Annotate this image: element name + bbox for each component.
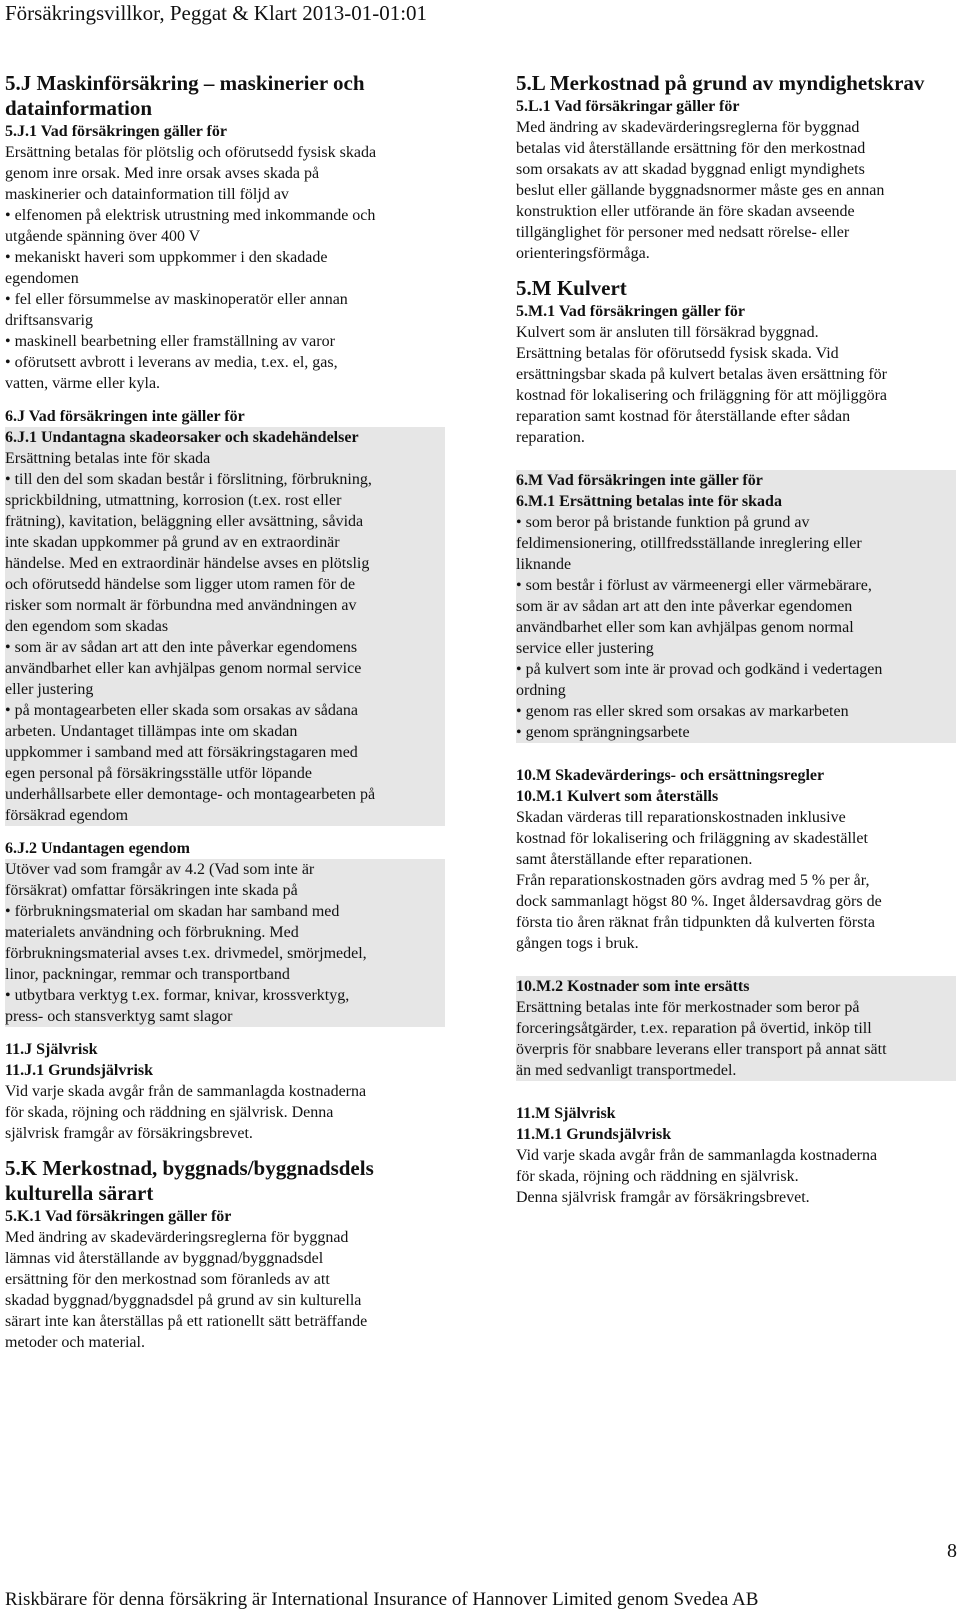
text-line: Ersättning betalas inte för skada: [5, 450, 211, 467]
text-line: • som består i förlust av värmeenergi eller värmebärare,: [516, 577, 872, 594]
text-line: • som beror på bristande funktion på grund av: [516, 514, 810, 531]
section-5l1-title: 5.L.1 Vad försäkringar gäller för: [516, 98, 740, 115]
text-line: forceringsåtgärder, t.ex. reparation på övertid, inköp till: [516, 1020, 872, 1037]
text-line: genom inre orsak. Med inre orsak avses skada på: [5, 165, 320, 182]
text-line: egen personal på försäkringsställe utför löpande: [5, 765, 313, 782]
text-line: Skadan värderas till reparationskostnaden inklusive: [516, 809, 846, 826]
text-line: Utöver vad som framgår av 4.2 (Vad som inte är: [5, 861, 315, 878]
text-line: gången togs i bruk.: [516, 935, 639, 952]
text-line: särart inte kan återställas på ett rationellt sätt beträffande: [5, 1313, 368, 1330]
text-line: vatten, värme eller kyla.: [5, 375, 161, 392]
section-11j-title: 11.J Självrisk: [5, 1041, 98, 1058]
page-number: 8: [947, 1540, 957, 1562]
text-line: kostnad för lokalisering och friläggning av skadestället: [516, 830, 868, 847]
section-10m1-title: 10.M.1 Kulvert som återställs: [516, 788, 719, 805]
section-5m1-title: 5.M.1 Vad försäkringen gäller för: [516, 303, 746, 320]
section-10m2-title: 10.M.2 Kostnader som inte ersätts: [516, 976, 956, 997]
text-line: utgående spänning över 400 V: [5, 228, 201, 245]
running-header: Försäkringsvillkor, Peggat & Klart 2013-01-01:01: [5, 1, 428, 25]
text-line: konstruktion eller utförande än före skadan avseende: [516, 203, 855, 220]
text-line: driftsansvarig: [5, 312, 93, 329]
section-6m1-body: [516, 512, 956, 743]
text-line: • förbrukningsmaterial om skadan har samband med: [5, 903, 340, 920]
section-6m1-title: 6.M.1 Ersättning betalas inte för skada: [516, 491, 956, 512]
text-line: eller justering: [5, 681, 94, 698]
left-column: [5, 71, 445, 1353]
text-line: självrisk framgår av försäkringsbrevet.: [5, 1125, 253, 1142]
section-5j-title: 5.J Maskinförsäkring – maskinerier och datainformation: [5, 71, 365, 120]
section-11m1-body: [516, 1145, 956, 1208]
text-line: materialets användning och förbrukning. Med: [5, 924, 299, 941]
text-line: betalas vid återställande ersättning för den merkostnad: [516, 140, 866, 157]
text-line: sprickbildning, utmattning, korrosion (t.ex. rost eller: [5, 492, 342, 509]
text-line: maskinerier och datainformation till följd av: [5, 186, 289, 203]
text-line: frätning), kavitation, beläggning eller avsättning, såvida: [5, 513, 364, 530]
text-line: inte skadan uppkommer på grund av en extraordinär: [5, 534, 340, 551]
section-6j-title: 6.J Vad försäkringen inte gäller för: [5, 408, 245, 425]
text-line: uppkommer i samband med att försäkringstagaren med: [5, 744, 358, 761]
section-5m-title: 5.M Kulvert: [516, 276, 627, 300]
text-line: lämnas vid återställande av byggnad/byggnadsdel: [5, 1250, 324, 1267]
section-11m-title: 11.M Självrisk: [516, 1105, 616, 1122]
right-column: [516, 71, 956, 1208]
section-11m1-title: 11.M.1 Grundsjälvrisk: [516, 1126, 672, 1143]
text-line: den egendom som skadas: [5, 618, 169, 635]
section-6m-title: 6.M Vad försäkringen inte gäller för: [516, 470, 956, 491]
text-line: Vid varje skada avgår från de sammanlagda kostnaderna: [5, 1083, 367, 1100]
text-line: liknande: [516, 556, 572, 573]
text-line: och oförutsedd händelse som ligger utom ramen för de: [5, 576, 356, 593]
text-line: ersättning för den merkostnad som föranleds av att: [5, 1271, 330, 1288]
text-line: ersättningsbar skada på kulvert betalas även ersättning för: [516, 366, 887, 383]
text-line: användbarhet eller kan avhjälpas genom normal service: [5, 660, 362, 677]
section-6j1-body: [5, 448, 445, 826]
text-line: händelse. Med en extraordinär händelse avses en plötslig: [5, 555, 370, 572]
text-line: Ersättning betalas för oförutsedd fysisk skada. Vid: [516, 345, 839, 362]
text-line: press- och stansverktyg samt slagor: [5, 1008, 233, 1025]
text-line: • genom sprängningsarbete: [516, 724, 690, 741]
text-line: • mekaniskt haveri som uppkommer i den skadade: [5, 249, 328, 266]
text-line: • på kulvert som inte är provad och godkänd i vedertagen: [516, 661, 883, 678]
text-line: första tio åren räknat från tidpunkten då kulverten första: [516, 914, 875, 931]
text-line: Med ändring av skadevärderingsreglerna för byggnad: [516, 119, 860, 136]
text-line: överpris för snabbare leverans eller transport på annat sätt: [516, 1041, 887, 1058]
text-line: för skada, röjning och räddning en självrisk.: [516, 1168, 799, 1185]
section-11j1-title: 11.J.1 Grundsjälvrisk: [5, 1062, 154, 1079]
section-5m1-body: [516, 322, 956, 448]
text-line: för skada, röjning och räddning en självrisk. Denna: [5, 1104, 334, 1121]
text-line: metoder och material.: [5, 1334, 145, 1351]
text-line: Med ändring av skadevärderingsreglerna för byggnad: [5, 1229, 349, 1246]
text-line: feldimensionering, otillfredsställande inreglering eller: [516, 535, 862, 552]
text-line: linor, packningar, remmar och transportband: [5, 966, 290, 983]
text-line: samt återställande efter reparationen.: [516, 851, 753, 868]
section-5j1-body: [5, 142, 445, 394]
text-line: underhållsarbete eller demontage- och montagearbeten på: [5, 786, 376, 803]
text-line: service eller justering: [516, 640, 654, 657]
text-line: • genom ras eller skred som orsakas av markarbeten: [516, 703, 849, 720]
text-line: • som är av sådan art att den inte påverkar egendomens: [5, 639, 358, 656]
text-line: Vid varje skada avgår från de sammanlagda kostnaderna: [516, 1147, 878, 1164]
text-line: beslut eller gällande byggnadsnormer måste ges en annan: [516, 182, 885, 199]
section-5k-title: 5.K Merkostnad, byggnads/byggnadsdels kulturella särart: [5, 1156, 374, 1205]
section-10m-title: 10.M Skadevärderings- och ersättningsregler: [516, 767, 825, 784]
text-line: försäkrad egendom: [5, 807, 129, 824]
text-line: • maskinell bearbetning eller framställning av varor: [5, 333, 335, 350]
text-line: som orsakats av att skadad byggnad enligt myndighets: [516, 161, 865, 178]
text-line: orienteringsförmåga.: [516, 245, 650, 262]
text-line: dock sammanlagt högst 80 %. Inget åldersavdrag görs de: [516, 893, 882, 910]
section-6j2-title: 6.J.2 Undantagen egendom: [5, 840, 190, 857]
text-line: reparation.: [516, 429, 585, 446]
text-line: egendomen: [5, 270, 79, 287]
text-line: risker som normalt är förbundna med användningen av: [5, 597, 357, 614]
text-line: än med sedvanligt transportmedel.: [516, 1062, 737, 1079]
section-5l1-body: [516, 117, 956, 264]
section-5j1-title: 5.J.1 Vad försäkringen gäller för: [5, 123, 227, 140]
text-line: Ersättning betalas för plötslig och oförutsedd fysisk skada: [5, 144, 377, 161]
text-line: • till den del som skadan består i förslitning, förbrukning,: [5, 471, 372, 488]
section-10m1-body: [516, 807, 956, 954]
text-line: Ersättning betalas inte för merkostnader som beror på: [516, 999, 860, 1016]
text-line: skadad byggnad/byggnadsdel på grund av sin kulturella: [5, 1292, 362, 1309]
section-5l-title: 5.L Merkostnad på grund av myndighetskrav: [516, 71, 925, 95]
text-line: • på montagearbeten eller skada som orsakas av sådana: [5, 702, 359, 719]
text-line: som är av sådan art att den inte påverkar egendomen: [516, 598, 853, 615]
section-5k1-title: 5.K.1 Vad försäkringen gäller för: [5, 1208, 232, 1225]
text-line: • fel eller försummelse av maskinoperatör eller annan: [5, 291, 348, 308]
text-line: • elfenomen på elektrisk utrustning med inkommande och: [5, 207, 376, 224]
text-line: förbrukningsmaterial avses t.ex. drivmedel, smörjmedel,: [5, 945, 367, 962]
text-line: • utbytbara verktyg t.ex. formar, knivar, krossverktyg,: [5, 987, 350, 1004]
text-line: Kulvert som är ansluten till försäkrad byggnad.: [516, 324, 819, 341]
text-line: Denna självrisk framgår av försäkringsbrevet.: [516, 1189, 810, 1206]
text-line: tillgänglighet för personer med nedsatt rörelse- eller: [516, 224, 850, 241]
text-line: kostnad för lokalisering och friläggning för att möjliggöra: [516, 387, 888, 404]
section-11j1-body: [5, 1081, 445, 1144]
section-10m2-body: [516, 997, 956, 1081]
text-line: reparation samt kostnad för återställande efter sådan: [516, 408, 851, 425]
section-6j1-title: 6.J.1 Undantagna skadeorsaker och skadehändelser: [5, 427, 445, 448]
text-line: Från reparationskostnaden görs avdrag med 5 % per år,: [516, 872, 870, 889]
footer-note: Riskbärare för denna försäkring är International Insurance of Hannover Limited genom Svedea AB: [5, 1589, 759, 1610]
section-6j2-body: [5, 859, 445, 1027]
text-line: försäkrat) omfattar försäkringen inte skada på: [5, 882, 298, 899]
text-line: arbeten. Undantaget tillämpas inte om skadan: [5, 723, 298, 740]
text-line: ordning: [516, 682, 566, 699]
section-5k1-body: [5, 1227, 445, 1353]
text-line: användbarhet eller som kan avhjälpas genom normal: [516, 619, 854, 636]
text-line: • oförutsett avbrott i leverans av media, t.ex. el, gas,: [5, 354, 338, 371]
